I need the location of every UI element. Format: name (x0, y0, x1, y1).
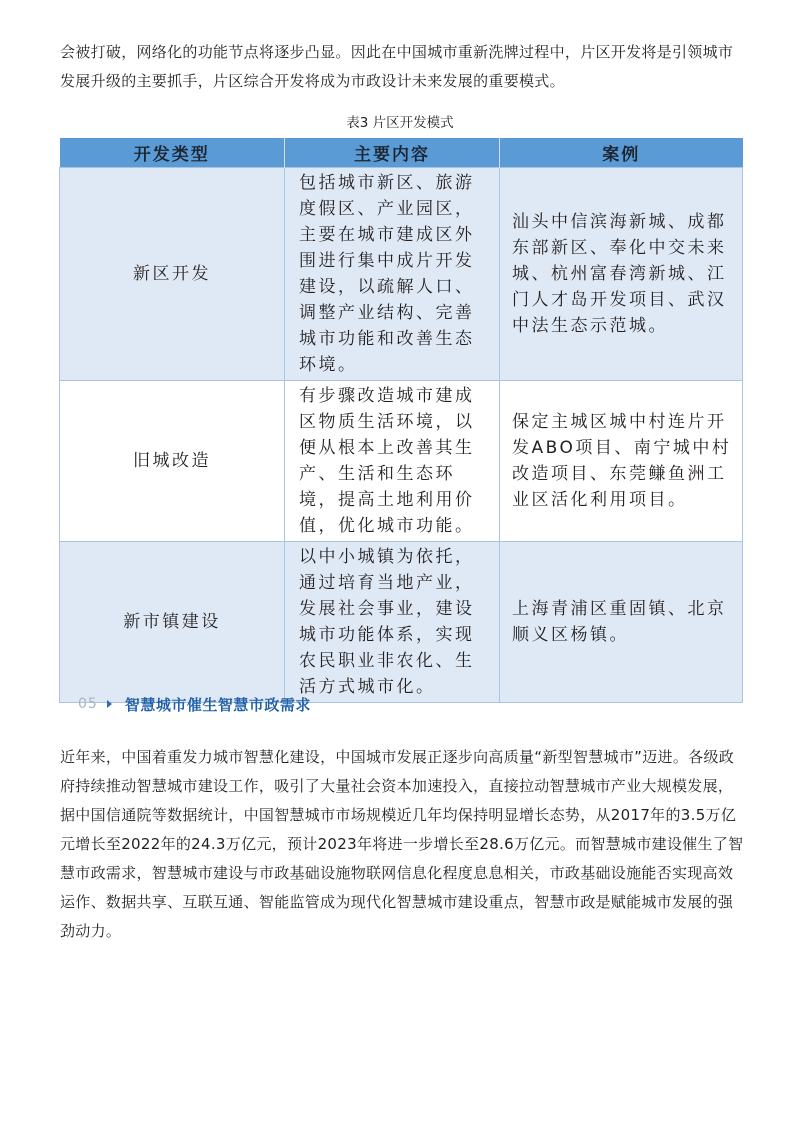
triangle-right-icon (107, 700, 112, 708)
section-heading (78, 693, 311, 715)
intro-paragraph: 会被打破，网络化的功能节点将逐步凸显。因此在中国城市重新洗牌过程中，片区开发将是引领城市发展升级的主要抓手，片区综合开发将成为市政设计未来发展的重要模式。 (60, 43, 734, 90)
cell-type: 新市镇建设 (60, 542, 285, 703)
section-title: 智慧城市催生智慧市政需求 (124, 695, 311, 714)
cell-case: 汕头中信滨海新城、成都东部新区、奉化中交未来城、杭州富春湾新城、江门人才岛开发项目、武汉中法生态示范城。 (500, 168, 743, 381)
cell-type: 旧城改造 (60, 381, 285, 542)
header-type: 开发类型 (60, 138, 285, 168)
body-paragraph: 近年来，中国着重发力城市智慧化建设，中国城市发展正逐步向高质量“新型智慧城市”迈进。各级政府持续推动智慧城市建设工作，吸引了大量社会资本加速投入，直接拉动智慧城市产业大规模发展，据中国信通院等数据统计，中国智慧城市市场规模近几年均保持明显增长态势，从2017年的3.5万亿元增长至2022年的24.3万亿元，预计2023年将进一步增长至28.6万亿元。而智慧城市建设催生了智慧市政需求，智慧城市建设与市政基础设施物联网信息化程度息息相关，市政基础设施能否实现高效运作、数据共享、互联互通、智能监管成为现代化智慧城市建设重点，智慧市政是赋能城市发展的强劲动力。 (60, 748, 744, 940)
cell-case: 保定主城区城中村连片开发ABO项目、南宁城中村改造项目、东莞鳒鱼洲工业区活化利用项目。 (500, 381, 743, 542)
section-number: 05 (78, 696, 98, 712)
cell-content: 包括城市新区、旅游度假区、产业园区，主要在城市建成区外围进行集中成片开发建设，以疏解人口、调整产业结构、完善城市功能和改善生态环境。 (285, 168, 500, 381)
development-modes-table (59, 138, 743, 703)
table-row (60, 381, 743, 542)
table-row (60, 168, 743, 381)
table-header-row (60, 138, 743, 168)
cell-content: 以中小城镇为依托，通过培育当地产业，发展社会事业，建设城市功能体系，实现农民职业非农化、生活方式城市化。 (285, 542, 500, 703)
cell-type: 新区开发 (60, 168, 285, 381)
cell-content: 有步骤改造城市建成区物质生活环境，以便从根本上改善其生产、生活和生态环境，提高土地利用价值，优化城市功能。 (285, 381, 500, 542)
cell-case: 上海青浦区重固镇、北京顺义区杨镇。 (500, 542, 743, 703)
header-case: 案例 (500, 138, 743, 168)
table-row (60, 542, 743, 703)
table-caption: 表3 片区开发模式 (346, 115, 454, 131)
header-content: 主要内容 (285, 138, 500, 168)
